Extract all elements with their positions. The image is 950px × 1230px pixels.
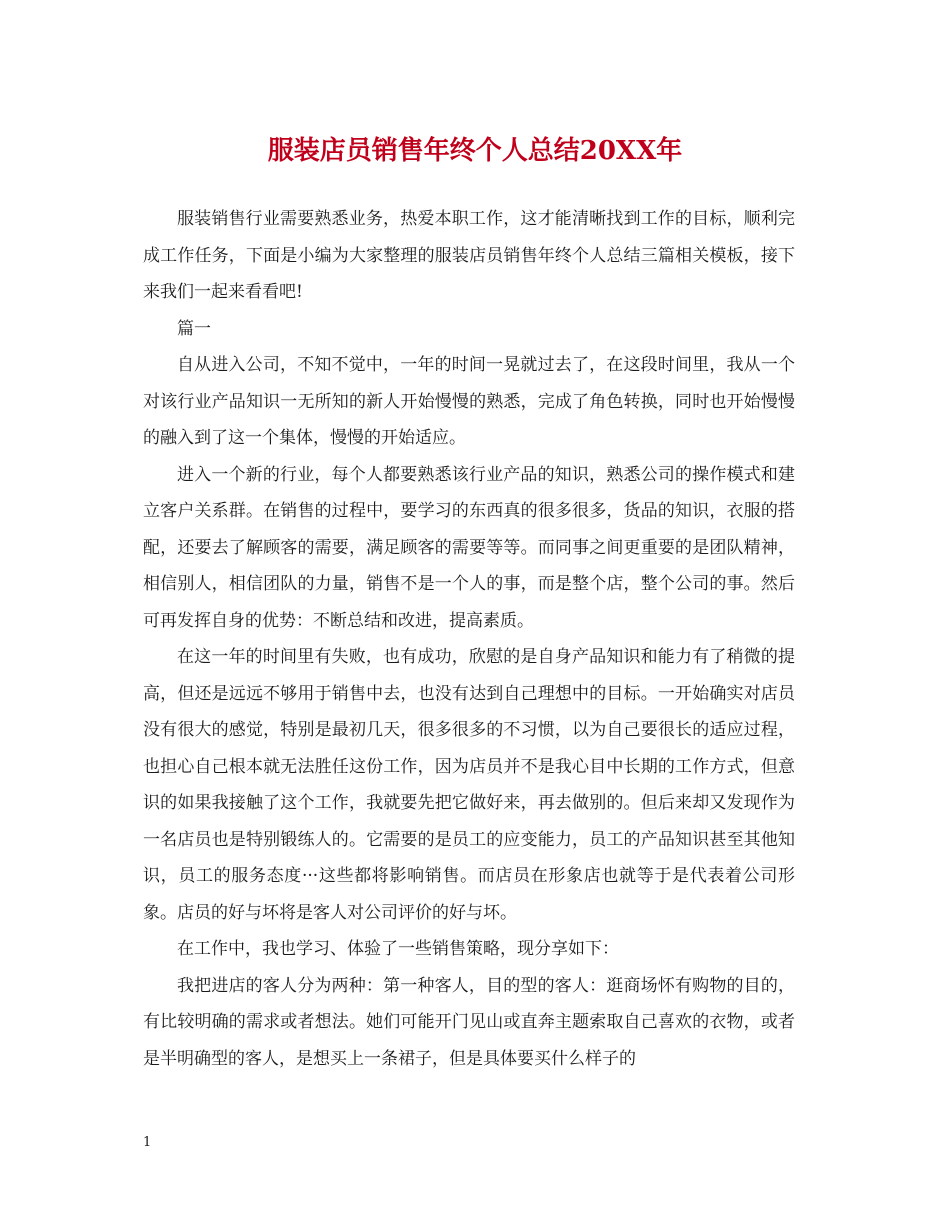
- document-body: [143, 201, 795, 1077]
- paragraph: 自从进入公司，不知不觉中，一年的时间一晃就过去了，在这段时间里，我从一个对该行业产品知识一无所知的新人开始慢慢的熟悉，完成了角色转换，同时也开始慢慢的融入到了这一个集体，慢慢的开始适应。: [143, 355, 795, 448]
- paragraph-intro: 服装销售行业需要熟悉业务，热爱本职工作，这才能清晰找到工作的目标，顺利完成工作任务，下面是小编为大家整理的服装店员销售年终个人总结三篇相关模板，接下来我们一起来看看吧!: [143, 209, 795, 302]
- document-title: 服装店员销售年终个人总结20XX年: [267, 136, 683, 166]
- page-number: 1: [143, 1135, 152, 1150]
- section-heading-part-one: 篇一: [177, 318, 211, 339]
- paragraph: 在工作中，我也学习、体验了一些销售策略，现分享如下：: [177, 939, 619, 959]
- paragraph: 进入一个新的行业，每个人都要熟悉该行业产品的知识，熟悉公司的操作模式和建立客户关系群。在销售的过程中，要学习的东西真的很多很多，货品的知识，衣服的搭配，还要去了解顾客的需要，满足顾客的需要等等。而同事之间更重要的是团队精神，相信别人，相信团队的力量，销售不是一个人的事，而是整个店，整个公司的事。然后可再发挥自身的优势：不断总结和改进，提高素质。: [143, 464, 795, 631]
- paragraph: 在这一年的时间里有失败，也有成功，欣慰的是自身产品知识和能力有了稍微的提高，但还是远远不够用于销售中去，也没有达到自己理想中的目标。一开始确实对店员没有很大的感觉，特别是最初几天，很多很多的不习惯，以为自己要很长的适应过程，也担心自己根本就无法胜任这份工作，因为店员并不是我心目中长期的工作方式，但意识的如果我接触了这个工作，我就要先把它做好来，再去做别的。但后来却又发现作为一名店员也是特别锻练人的。它需要的是员工的应变能力，员工的产品知识甚至其他知识，员工的服务态度···这些都将影响销售。而店员在形象店也就等于是代表着公司形象。店员的好与坏将是客人对公司评价的好与坏。: [143, 647, 795, 923]
- paragraph: 我把进店的客人分为两种：第一种客人，目的型的客人：逛商场怀有购物的目的，有比较明确的需求或者想法。她们可能开门见山或直奔主题索取自己喜欢的衣物，或者是半明确型的客人，是想买上一条裙子，但是具体要买什么样子的: [143, 975, 795, 1069]
